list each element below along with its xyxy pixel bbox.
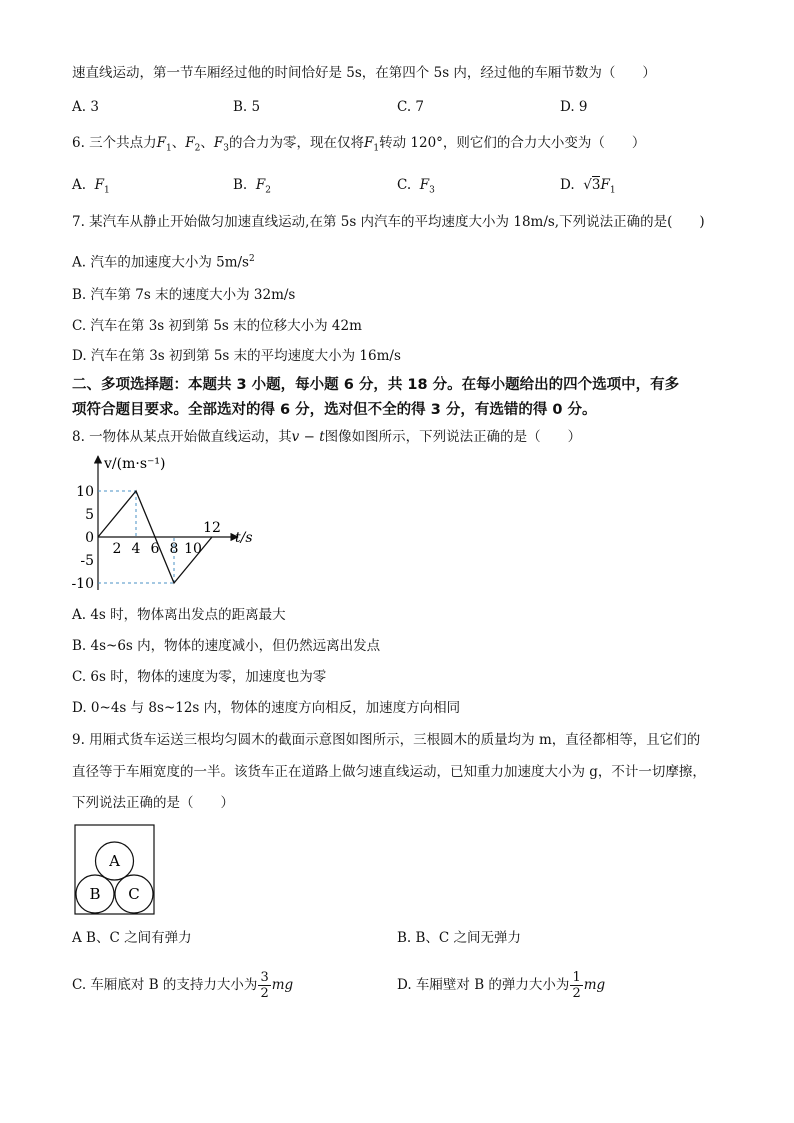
x-tick-label: 6 (150, 541, 160, 557)
y-axis-label: v/(m·s⁻¹) (104, 456, 166, 472)
q7-option-c: C. 汽车在第 3s 初到第 5s 末的位移大小为 42m (72, 318, 362, 334)
q6-option-a: A. $F_1$ (72, 177, 110, 196)
x-tick-label: 12 (203, 520, 221, 536)
fraction-1-2: $\frac{1}{2}$ (572, 970, 581, 1001)
fraction-3-2: $\frac{3}{2}$ (260, 970, 269, 1001)
q8-option-b: B. 4s~6s 内，物体的速度减小，但仍然远离出发点 (72, 638, 381, 654)
q9-stem-line3: 下列说法正确的是（ ） (72, 795, 234, 811)
q5-option-d: D. 9 (560, 99, 588, 115)
q8-option-a: A. 4s 时，物体离出发点的距离最大 (72, 607, 286, 623)
q7-option-b: B. 汽车第 7s 末的速度大小为 32m/s (72, 287, 296, 303)
q9-option-a: A B、C 之间有弹力 (72, 930, 192, 946)
x-tick-label: 10 (184, 541, 202, 557)
logs-diagram (74, 824, 156, 916)
q6-stem: 6. 三个共点力$F_1$、$F_2$、$F_3$的合力为零，现在仅将$F_1$转动 120°，则它们的合力大小变为（ ） (72, 135, 646, 154)
y-tick-label: 10 (76, 484, 94, 500)
q8-option-c: C. 6s 时，物体的速度为零，加速度也为零 (72, 669, 327, 685)
section-heading-line1: 二、多项选择题：本题共 3 小题，每小题 6 分，共 18 分。在每小题给出的四个选项中，有多 (72, 377, 680, 393)
vt-chart (60, 450, 270, 600)
q8-option-d: D. 0~4s 与 8s~12s 内，物体的速度方向相反，加速度方向相同 (72, 700, 461, 716)
section-heading-line2: 项符合题目要求。全部选对的得 6 分，选对但不全的得 3 分，有选错的得 0 分。 (72, 402, 597, 418)
log-a-label: A (109, 852, 120, 870)
log-b-label: B (89, 885, 101, 903)
q8-stem: 8. 一物体从某点开始做直线运动，其v − t图像如图所示，下列说法正确的是（ ） (72, 429, 582, 445)
q7-option-d: D. 汽车在第 3s 初到第 5s 末的平均速度大小为 16m/s (72, 348, 401, 364)
q5-option-b: B. 5 (233, 99, 261, 115)
q6-option-b: B. $F_2$ (233, 177, 271, 196)
x-tick-label: 4 (131, 541, 141, 557)
y-tick-label: -5 (80, 553, 94, 569)
q9-option-b: B. B、C 之间无弹力 (397, 930, 522, 946)
q5-option-c: C. 7 (397, 99, 425, 115)
sqrt-symbol: √ (583, 177, 592, 193)
q9-option-d: D. 车厢壁对 B 的弹力大小为 $\frac{1}{2}$ mg (397, 970, 606, 1001)
q7-option-a: A. 汽车的加速度大小为 $5m/s^2$ (72, 254, 255, 271)
y-tick-label: -10 (71, 576, 94, 592)
log-c-label: C (128, 885, 140, 903)
x-axis-label: t/s (235, 530, 253, 546)
q9-option-c: C. 车厢底对 B 的支持力大小为 $\frac{3}{2}$ mg (72, 970, 294, 1001)
x-tick-label: 2 (112, 541, 122, 557)
q5-stem-tail: 速直线运动，第一节车厢经过他的时间恰好是 5s，在第四个 5s 内，经过他的车厢节数为（ ） (72, 65, 656, 81)
q6-option-d: D. $√3F_1$ (560, 177, 616, 196)
q6-option-c: C. $F_3$ (397, 177, 435, 196)
q9-stem-line1: 9. 用厢式货车运送三根均匀圆木的截面示意图如图所示，三根圆木的质量均为 m，直径都相等，且它们的 (72, 732, 701, 748)
y-tick-label: 0 (85, 530, 94, 546)
y-tick-label: 5 (85, 507, 94, 523)
x-tick-label: 8 (169, 541, 179, 557)
q7-stem: 7. 某汽车从静止开始做匀加速直线运动,在第 5s 内汽车的平均速度大小为 18m/s,下列说法正确的是( ) (72, 214, 705, 230)
q5-option-a: A. 3 (72, 99, 99, 115)
q9-stem-line2: 直径等于车厢宽度的一半。该货车正在道路上做匀速直线运动，已知重力加速度大小为 g，不计一切摩擦， (72, 764, 706, 780)
